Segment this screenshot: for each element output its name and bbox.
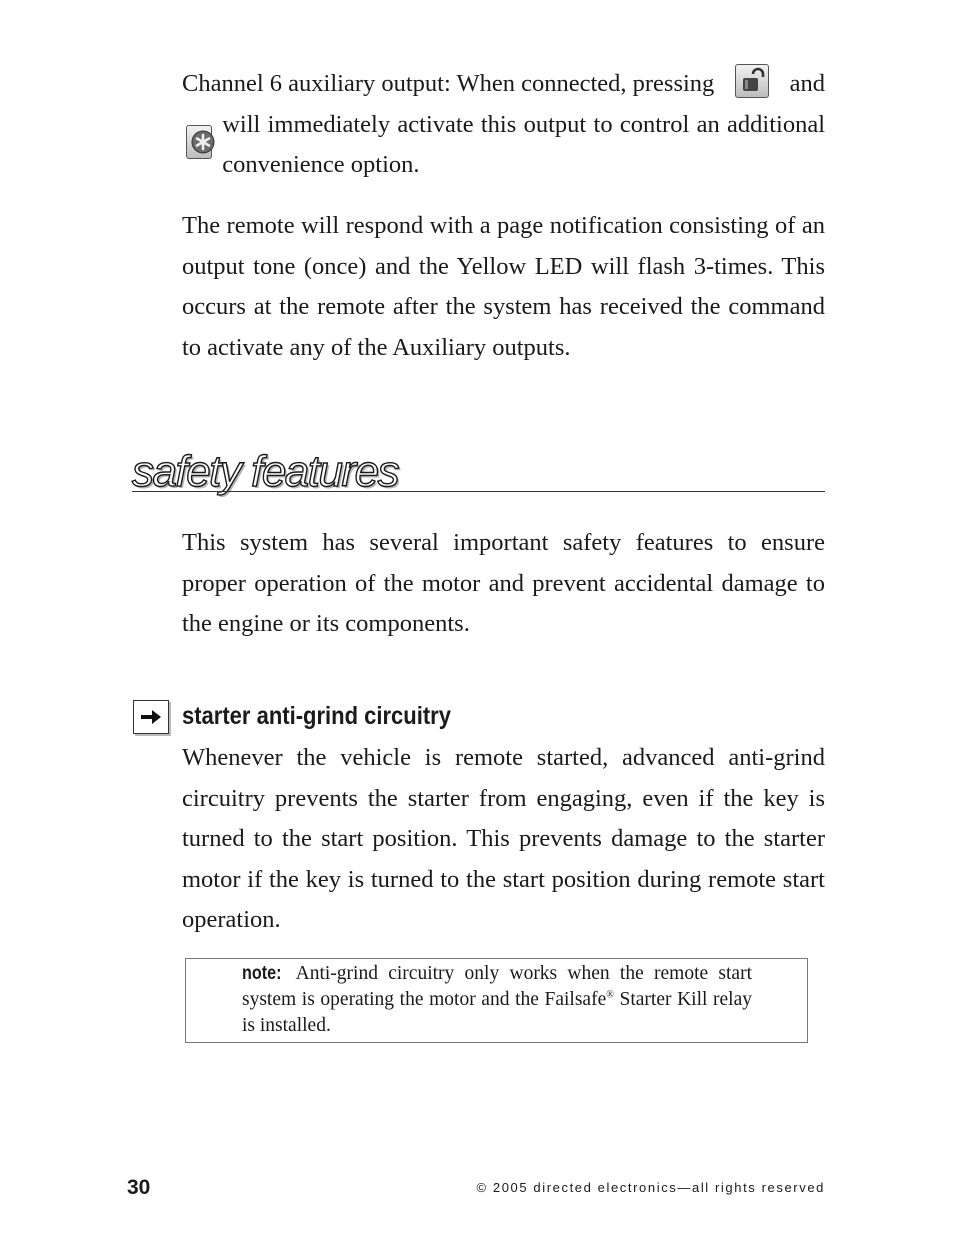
section-title: safety features	[132, 447, 399, 496]
note-box	[185, 958, 808, 1043]
note-label: note:	[242, 963, 282, 984]
aux-text-part1: Channel 6 auxiliary output: When connected, pressing	[182, 70, 715, 97]
asterisk-button-icon	[186, 125, 212, 159]
aux-text-part2: and	[789, 70, 825, 97]
section-intro-paragraph: This system has several important safety features to ensure proper operation of the motor and prevent accidental damage to the engine or its components.	[182, 529, 825, 637]
unlock-button-icon	[735, 64, 769, 98]
subsection-body-paragraph: Whenever the vehicle is remote started, advanced anti-grind circuitry prevents the starter from engaging, even if the key is turned to the start position. This prevents damage to the starter motor if the key is turned to the start position during remote start operation.	[182, 744, 825, 933]
section-title-rule	[132, 491, 825, 492]
subsection-title: starter anti-grind circuitry	[182, 702, 451, 730]
aux-output-paragraph	[182, 64, 825, 186]
registered-mark: ®	[606, 989, 614, 1001]
note-text	[242, 961, 752, 1039]
note-text-before: Anti-grind circuitry only works when the remote start system is operating the motor and the Failsafe	[242, 963, 752, 1010]
page-number: 30	[127, 1176, 151, 1199]
arrow-right-icon	[133, 700, 169, 734]
aux-text-part3: will immediately activate this output to control an additional convenience option.	[222, 110, 825, 178]
note-text-after: Starter Kill relay is installed.	[242, 989, 753, 1036]
copyright-footer: © 2005 directed electronics—all rights reserved	[476, 1180, 825, 1195]
notification-paragraph: The remote will respond with a page notification consisting of an output tone (once) and the Yellow LED will flash 3-times. This occurs at the remote after the system has received the command to activate any of the Auxiliary outputs.	[182, 212, 825, 361]
